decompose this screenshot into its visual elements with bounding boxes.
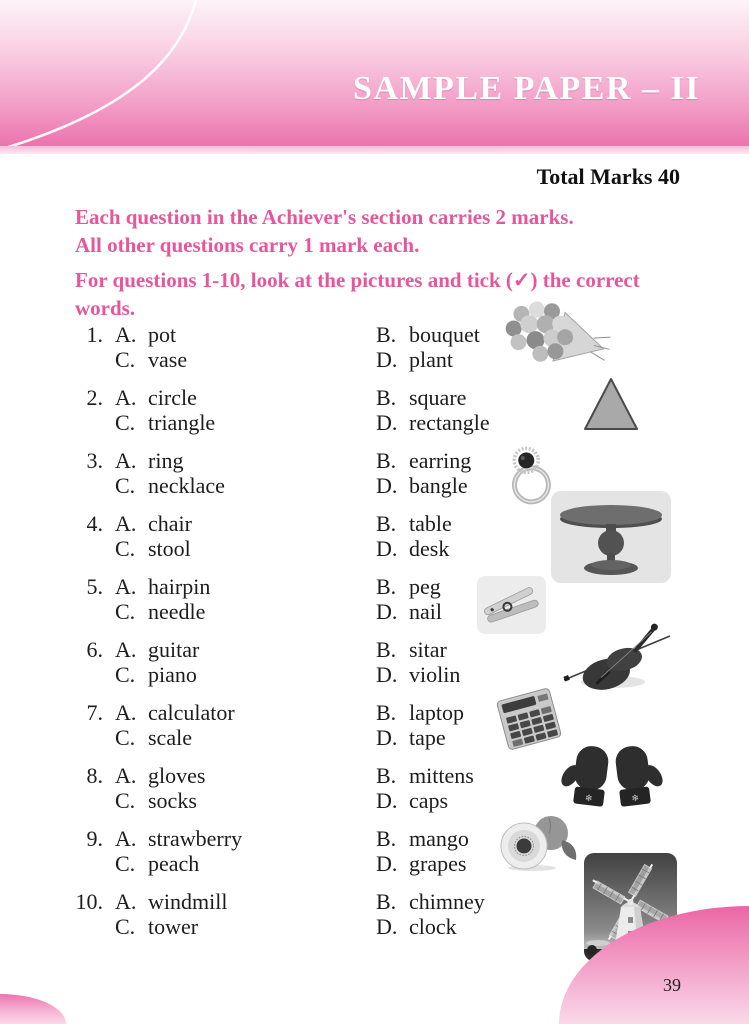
option-text: square [409,385,467,410]
option-letter: D. [376,788,398,813]
option-letter: A. [115,637,137,662]
option-text: peach [148,851,200,876]
option-text: chimney [409,889,485,914]
option-text: sitar [409,637,447,662]
peach-image [494,808,580,872]
option-d [376,914,485,939]
instruction-marks-line1: Each question in the Achiever's section carries 2 marks. [75,205,574,229]
option-c [115,725,376,750]
option-d [376,662,460,687]
option-a [115,637,376,662]
option-text: needle [148,599,206,624]
option-letter: C. [115,788,136,813]
option-a [115,889,376,914]
option-text: calculator [148,700,235,725]
option-c [115,347,376,372]
option-letter: A. [115,322,137,347]
option-b [376,889,485,914]
question-number: 10. [75,889,103,914]
triangle-image [582,376,640,433]
option-text: rectangle [409,410,490,435]
option-letter: C. [115,410,136,435]
total-marks-label: Total Marks 40 [536,164,680,189]
option-text: caps [409,788,449,813]
option-text: strawberry [148,826,243,851]
option-letter: A. [115,574,137,599]
option-d [376,851,469,876]
option-letter: D. [376,347,398,372]
option-text: stool [148,536,191,561]
question-number: 5. [86,574,103,599]
option-letter: A. [115,385,137,410]
option-c [115,599,376,624]
option-text: scale [148,725,192,750]
option-a [115,448,376,473]
option-a [115,700,376,725]
option-a [115,763,376,788]
option-b [376,763,474,788]
option-b [376,322,480,347]
option-letter: C. [115,599,136,624]
option-text: mango [409,826,469,851]
option-letter: D. [376,536,398,561]
option-letter: A. [115,889,137,914]
option-letter: B. [376,322,397,347]
option-text: violin [409,662,461,687]
option-letter: D. [376,410,398,435]
option-text: nail [409,599,442,624]
option-text: grapes [409,851,467,876]
option-c [115,914,376,939]
option-letter: C. [115,914,136,939]
option-a [115,385,376,410]
option-text: gloves [148,763,206,788]
option-letter: B. [376,763,397,788]
option-text: bangle [409,473,468,498]
option-text: tape [409,725,446,750]
instruction-task: For questions 1-10, look at the pictures and tick (✓) the correct words. [75,268,640,320]
option-letter: B. [376,700,397,725]
option-text: table [409,511,452,536]
option-letter: D. [376,473,398,498]
option-b [376,511,452,536]
option-text: laptop [409,700,464,725]
option-a [115,826,376,851]
question-number: 6. [86,637,103,662]
option-c [115,851,376,876]
option-text: peg [409,574,441,599]
option-letter: C. [115,347,136,372]
option-text: tower [148,914,199,939]
option-a [115,322,376,347]
option-text: vase [148,347,188,372]
option-d [376,536,452,561]
option-d [376,725,464,750]
option-c [115,662,376,687]
option-letter: C. [115,662,136,687]
option-text: mittens [409,763,474,788]
option-text: necklace [148,473,225,498]
option-letter: B. [376,574,397,599]
option-d [376,410,490,435]
option-text: clock [409,914,457,939]
option-b [376,574,442,599]
option-text: desk [409,536,450,561]
option-letter: B. [376,637,397,662]
option-letter: D. [376,914,398,939]
option-b [376,700,464,725]
question-number: 9. [86,826,103,851]
question-number: 1. [86,322,103,347]
option-b [376,826,469,851]
option-text: socks [148,788,197,813]
page-title: SAMPLE PAPER – II [353,70,700,107]
option-b [376,448,471,473]
option-text: chair [148,511,192,536]
page-number: 39 [663,975,681,995]
option-d [376,788,474,813]
option-a [115,574,376,599]
bouquet-image [497,300,612,375]
option-letter: D. [376,599,398,624]
table-image [551,491,671,583]
option-letter: B. [376,826,397,851]
option-text: guitar [148,637,200,662]
option-d [376,347,480,372]
option-text: piano [148,662,197,687]
instruction-marks-line2: All other questions carry 1 mark each. [75,233,420,257]
banner-bottom-strip [0,146,749,154]
svg-text:❄: ❄ [630,792,640,804]
option-text: windmill [148,889,228,914]
option-b [376,385,490,410]
option-d [376,473,471,498]
option-text: triangle [148,410,216,435]
clothes-peg-image [477,576,546,634]
bottom-left-corner-decoration [0,994,66,1024]
question-number: 7. [86,700,103,725]
option-letter: A. [115,448,137,473]
option-text: hairpin [148,574,211,599]
option-letter: D. [376,662,398,687]
option-b [376,637,460,662]
option-c [115,536,376,561]
option-letter: C. [115,473,136,498]
violin-image [558,618,676,694]
option-letter: B. [376,889,397,914]
option-letter: C. [115,725,136,750]
option-text: earring [409,448,472,473]
option-letter: A. [115,700,137,725]
question-number: 4. [86,511,103,536]
header-banner [0,0,749,146]
svg-text:❄: ❄ [584,792,594,804]
mittens-image [552,740,672,818]
option-letter: A. [115,826,137,851]
option-letter: B. [376,511,397,536]
option-letter: B. [376,385,397,410]
option-text: pot [148,322,177,347]
option-c [115,473,376,498]
option-letter: D. [376,851,398,876]
option-text: plant [409,347,453,372]
option-d [376,599,442,624]
option-a [115,511,376,536]
option-letter: A. [115,511,137,536]
option-c [115,410,376,435]
question-number: 3. [86,448,103,473]
question-number: 2. [86,385,103,410]
option-letter: A. [115,763,137,788]
option-letter: C. [115,851,136,876]
question-number: 8. [86,763,103,788]
option-text: bouquet [409,322,480,347]
option-c [115,788,376,813]
option-letter: C. [115,536,136,561]
option-letter: B. [376,448,397,473]
option-text: ring [148,448,184,473]
option-letter: D. [376,725,398,750]
option-text: circle [148,385,197,410]
